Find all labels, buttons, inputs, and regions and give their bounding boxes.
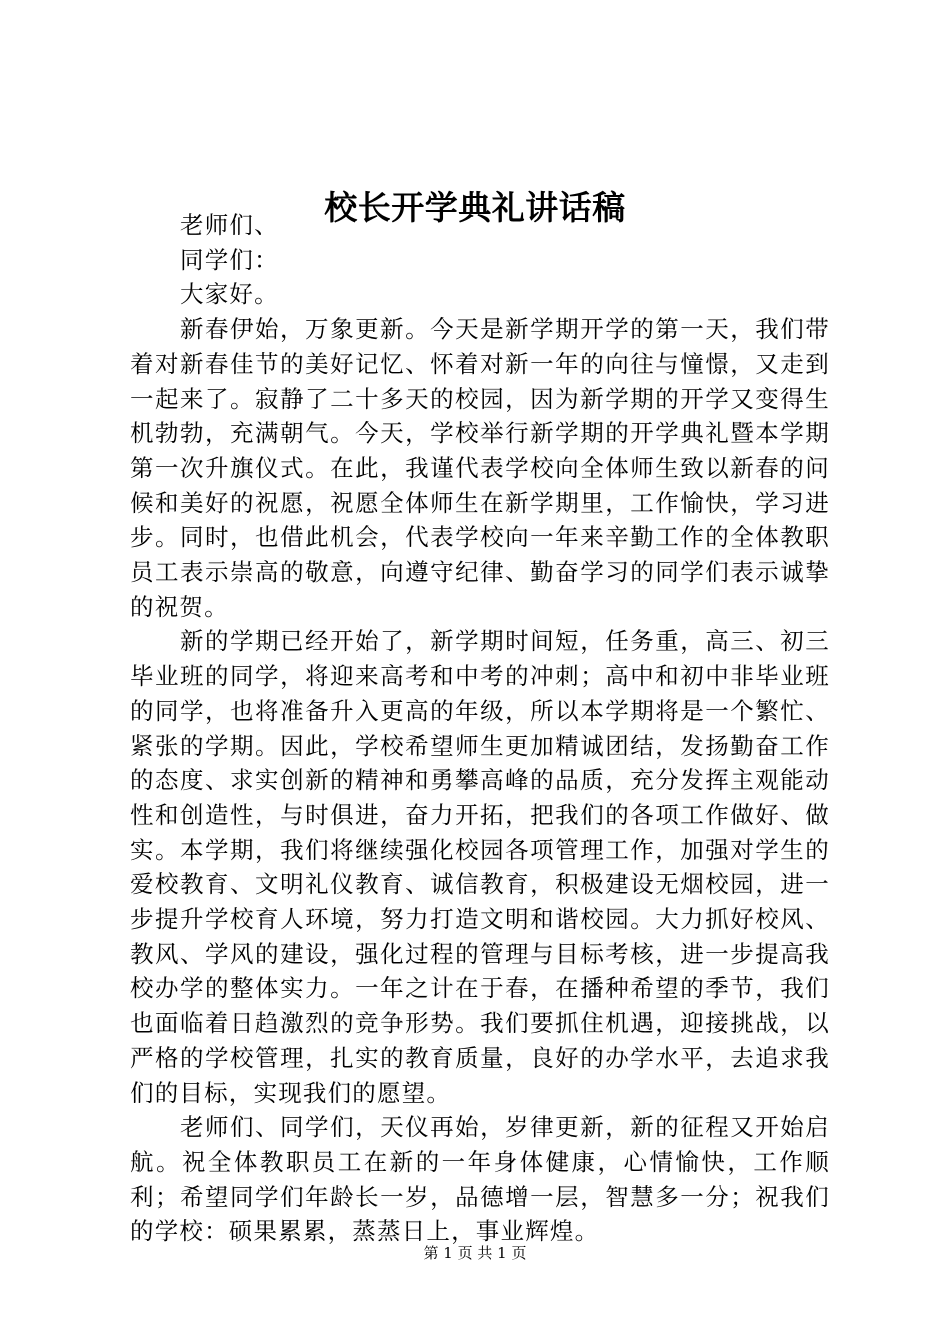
body-paragraph: 新的学期已经开始了，新学期时间短，任务重，高三、初三毕业班的同学，将迎来高考和中考的冲刺；高中和初中非毕业班的同学，也将准备升入更高的年级，所以本学期将是一个繁忙、紧张的学期。因此，学校希望师生更加精诚团结，发扬勤奋工作的态度、求实创新的精神和勇攀高峰的品质，充分发挥主观能动性和创造性，与时俱进，奋力开拓，把我们的各项工作做好、做实。本学期，我们将继续强化校园各项管理工作，加强对学生的爱校教育、文明礼仪教育、诚信教育，积极建设无烟校园，进一步提升学校育人环境，努力打造文明和谐校园。大力抓好校风、教风、学风的建设，强化过程的管理与目标考核，进一步提高我校办学的整体实力。一年之计在于春，在播种希望的季节，我们也面临着日趋激烈的竞争形势。我们要抓住机遇，迎接挑战，以严格的学校管理，扎实的教育质量，良好的办学水平，去追求我们的目标，实现我们的愿望。 [130,627,830,1107]
greeting-line: 同学们： [180,245,279,274]
body-paragraph: 老师们、同学们，天仪再始，岁律更新，新的征程又开始启航。祝全体教职员工在新的一年身体健康，心情愉快，工作顺利；希望同学们年龄长一岁，品德增一层，智慧多一分；祝我们的学校：硕果累累，蒸蒸日上，事业辉煌。 [130,1113,830,1246]
body-paragraph: 新春伊始，万象更新。今天是新学期开学的第一天，我们带着对新春佳节的美好记忆、怀着对新一年的向往与憧憬，又走到一起来了。寂静了二十多天的校园，因为新学期的开学又变得生机勃勃，充满朝气。今天，学校举行新学期的开学典礼暨本学期第一次升旗仪式。在此，我谨代表学校向全体师生致以新春的问候和美好的祝愿，祝愿全体师生在新学期里，工作愉快，学习进步。同时，也借此机会，代表学校向一年来辛勤工作的全体教职员工表示崇高的敬意，向遵守纪律、勤奋学习的同学们表示诚挚的祝贺。 [130,315,830,621]
document-title: 校长开学典礼讲话稿 [324,188,626,227]
greeting-line: 大家好。 [180,280,279,309]
greeting-line: 老师们、 [180,211,279,239]
document-body [130,208,830,1249]
page-footer: 第 1 页 共 1 页 [423,1244,527,1262]
